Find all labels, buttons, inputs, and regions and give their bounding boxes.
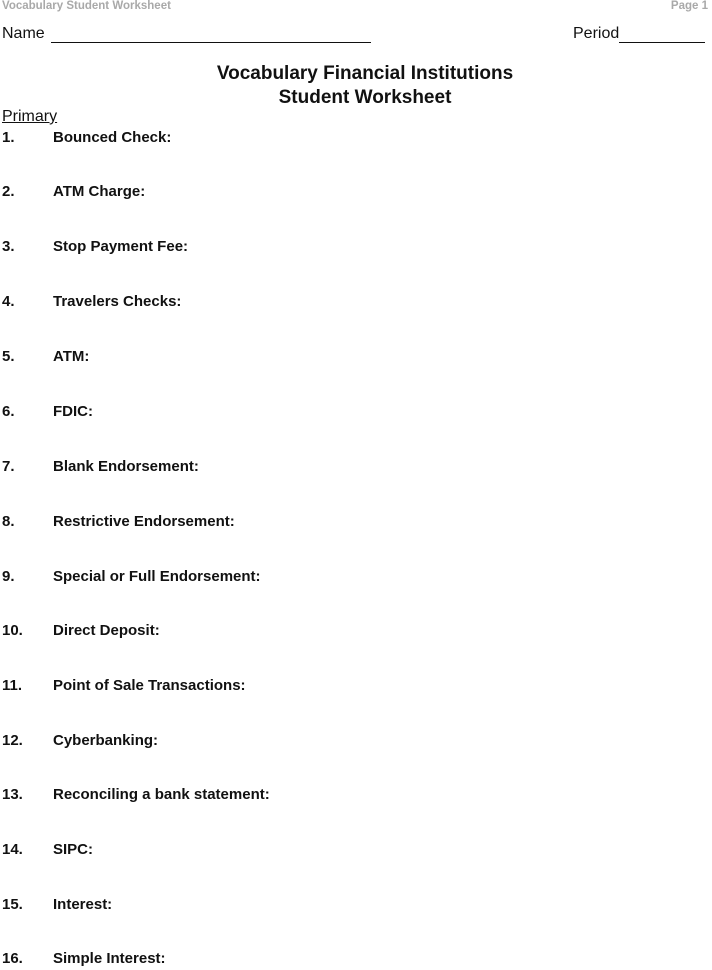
vocab-item [2, 513, 235, 531]
item-number: 8. [2, 513, 15, 530]
vocab-item [2, 293, 181, 311]
vocab-item [2, 950, 166, 968]
period-field [573, 25, 705, 43]
item-number: 15. [2, 896, 23, 913]
item-term: Restrictive Endorsement: [53, 513, 235, 530]
item-number: 6. [2, 403, 15, 420]
item-term: Direct Deposit: [53, 622, 160, 639]
item-term: Special or Full Endorsement: [53, 568, 261, 585]
vocab-item [2, 348, 89, 366]
item-term: ATM Charge: [53, 183, 146, 200]
item-term: ATM: [53, 348, 90, 365]
vocab-item [2, 896, 112, 914]
item-number: 11. [2, 677, 23, 694]
item-term: Reconciling a bank statement: [53, 786, 270, 803]
item-number: 13. [2, 786, 23, 803]
item-number: 2. [2, 183, 15, 200]
vocab-item [2, 458, 199, 476]
running-header-title: Vocabulary Student Worksheet [2, 0, 171, 12]
name-label: Name [2, 25, 45, 42]
item-number: 16. [2, 950, 23, 967]
item-term: Stop Payment Fee: [53, 238, 189, 255]
page-number: Page 1 [670, 0, 708, 12]
vocab-item [2, 732, 158, 750]
item-term: Travelers Checks: [53, 293, 182, 310]
item-number: 12. [2, 732, 23, 749]
item-term: Interest: [53, 896, 113, 913]
name-blank-line[interactable] [51, 26, 371, 43]
item-term: Bounced Check: [53, 129, 172, 146]
item-number: 14. [2, 841, 23, 858]
document-subtitle: Student Worksheet [278, 87, 452, 108]
name-field [2, 25, 371, 43]
vocab-item [2, 238, 188, 256]
period-label: Period [573, 25, 620, 42]
vocab-item [2, 183, 145, 201]
period-blank-line[interactable] [619, 26, 705, 43]
item-term: Cyberbanking: [53, 732, 159, 749]
item-term: Point of Sale Transactions: [53, 677, 246, 694]
item-number: 3. [2, 238, 15, 255]
item-term: FDIC: [53, 403, 93, 420]
section-heading-primary: Primary [2, 108, 58, 125]
vocab-item [2, 129, 171, 147]
vocab-item [2, 677, 246, 695]
item-number: 5. [2, 348, 15, 365]
item-term: Blank Endorsement: [53, 458, 199, 475]
item-number: 10. [2, 622, 23, 639]
item-number: 7. [2, 458, 15, 475]
document-title: Vocabulary Financial Institutions [216, 63, 514, 84]
item-term: SIPC: [53, 841, 94, 858]
vocab-item [2, 841, 93, 859]
vocab-item [2, 568, 261, 586]
vocab-item [2, 622, 160, 640]
item-number: 9. [2, 568, 15, 585]
vocab-item [2, 786, 270, 804]
item-number: 4. [2, 293, 15, 310]
item-number: 1. [2, 129, 15, 146]
item-term: Simple Interest: [53, 950, 166, 967]
vocab-item [2, 403, 93, 421]
